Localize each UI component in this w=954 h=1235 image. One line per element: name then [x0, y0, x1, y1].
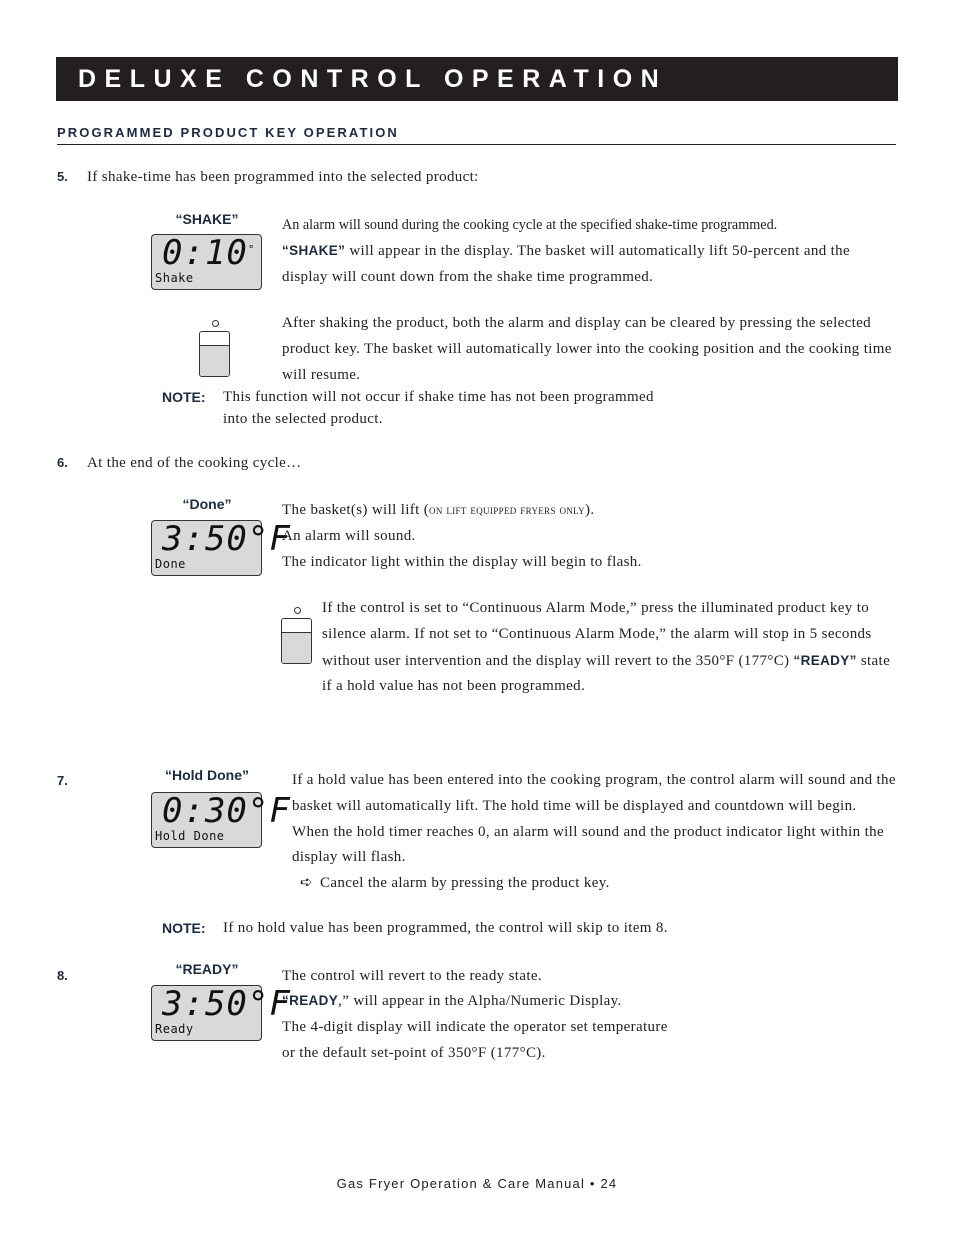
page-header: DELUXE CONTROL OPERATION: [56, 57, 898, 101]
ready-keyword: “READY”: [793, 652, 857, 668]
ready-display: [151, 984, 291, 1041]
hold-done-caption: “Hold Done”: [165, 767, 249, 783]
product-key-icon: [281, 607, 313, 657]
step-5-number: 5.: [57, 169, 68, 184]
step-7-note: If no hold value has been programmed, the control will skip to item 8.: [223, 920, 668, 936]
shake-display: [151, 234, 262, 290]
page-footer: Gas Fryer Operation & Care Manual • 24: [336, 1176, 618, 1191]
step-7-number: 7.: [57, 773, 68, 788]
step-6-para2: If the control is set to “Continuous Alarm Mode,” press the illuminated product key to silence alarm. If not set to “Continuous Alarm Mode,” the alarm will stop in 5 seconds without user intervention and the display will revert to the 350°F (177°C) “READY” state if a hold value has not been programmed.: [322, 600, 891, 695]
step-8-line4: or the default set-point of 350°F (177°C).: [282, 1045, 546, 1061]
section-title: PROGRAMMED PRODUCT KEY OPERATION: [57, 125, 896, 145]
shake-keyword: “SHAKE”: [282, 243, 346, 258]
display-label: Ready: [155, 1022, 194, 1036]
step-5-para1-line1: An alarm will sound during the cooking cycle at the specified shake-time programmed.: [282, 217, 778, 233]
display-digits: 0:10°: [162, 233, 256, 273]
step-7-para: If a hold value has been entered into the cooking program, the control alarm will sound and the basket will automatically lift. The hold time will be displayed and countdown will begin. When the hold timer reaches 0, an alarm will sound and the product indicator light within the display will flash.: [292, 772, 896, 866]
display-label: Hold Done: [155, 829, 225, 843]
ready-caption: “READY”: [175, 961, 239, 977]
step-5-intro: If shake-time has been programmed into the selected product:: [87, 169, 479, 185]
step-5-note-line2: into the selected product.: [223, 411, 383, 427]
done-display: [151, 519, 291, 576]
step-8-line3: The 4-digit display will indicate the operator set temperature: [282, 1019, 668, 1035]
step-8-number: 8.: [57, 968, 68, 983]
step-7-note-label: NOTE:: [162, 920, 206, 936]
step-6-line2: An alarm will sound.: [282, 528, 416, 544]
display-digits: 3:50°F: [162, 519, 291, 559]
done-caption: “Done”: [182, 496, 232, 512]
arrow-icon: ➪: [300, 875, 313, 891]
step-7-tip: ➪ Cancel the alarm by pressing the product key.: [300, 875, 610, 891]
display-digits: 0:30°F: [162, 791, 291, 831]
ready-keyword: “READY: [282, 993, 339, 1008]
hold-done-display: [151, 791, 291, 848]
step-6-number: 6.: [57, 455, 68, 470]
step-5-para1: “SHAKE” will appear in the display. The basket will automatically lift 50-percent and the display will count down from the shake time programmed.: [282, 243, 851, 285]
display-digits: 3:50°F: [162, 984, 291, 1024]
display-label: Done: [155, 557, 186, 571]
step-8-line2: “READY,” will appear in the Alpha/Numeric Display.: [282, 993, 622, 1009]
shake-caption: “SHAKE”: [175, 211, 239, 227]
product-key-icon: [199, 320, 231, 370]
step-5-note-line1: This function will not occur if shake time has not been programmed: [223, 389, 654, 405]
step-6-line1: The basket(s) will lift (on lift equipped fryers only).: [282, 502, 595, 518]
step-6-line3: The indicator light within the display will begin to flash.: [282, 554, 642, 570]
display-label: Shake: [155, 271, 194, 285]
step-5-note-label: NOTE:: [162, 389, 206, 405]
step-6-intro: At the end of the cooking cycle…: [87, 455, 302, 471]
step-8-line1: The control will revert to the ready state.: [282, 968, 542, 984]
step-5-para2: After shaking the product, both the alarm and display can be cleared by pressing the selected product key. The basket will automatically lower into the cooking position and the cooking time will resume.: [282, 315, 892, 383]
